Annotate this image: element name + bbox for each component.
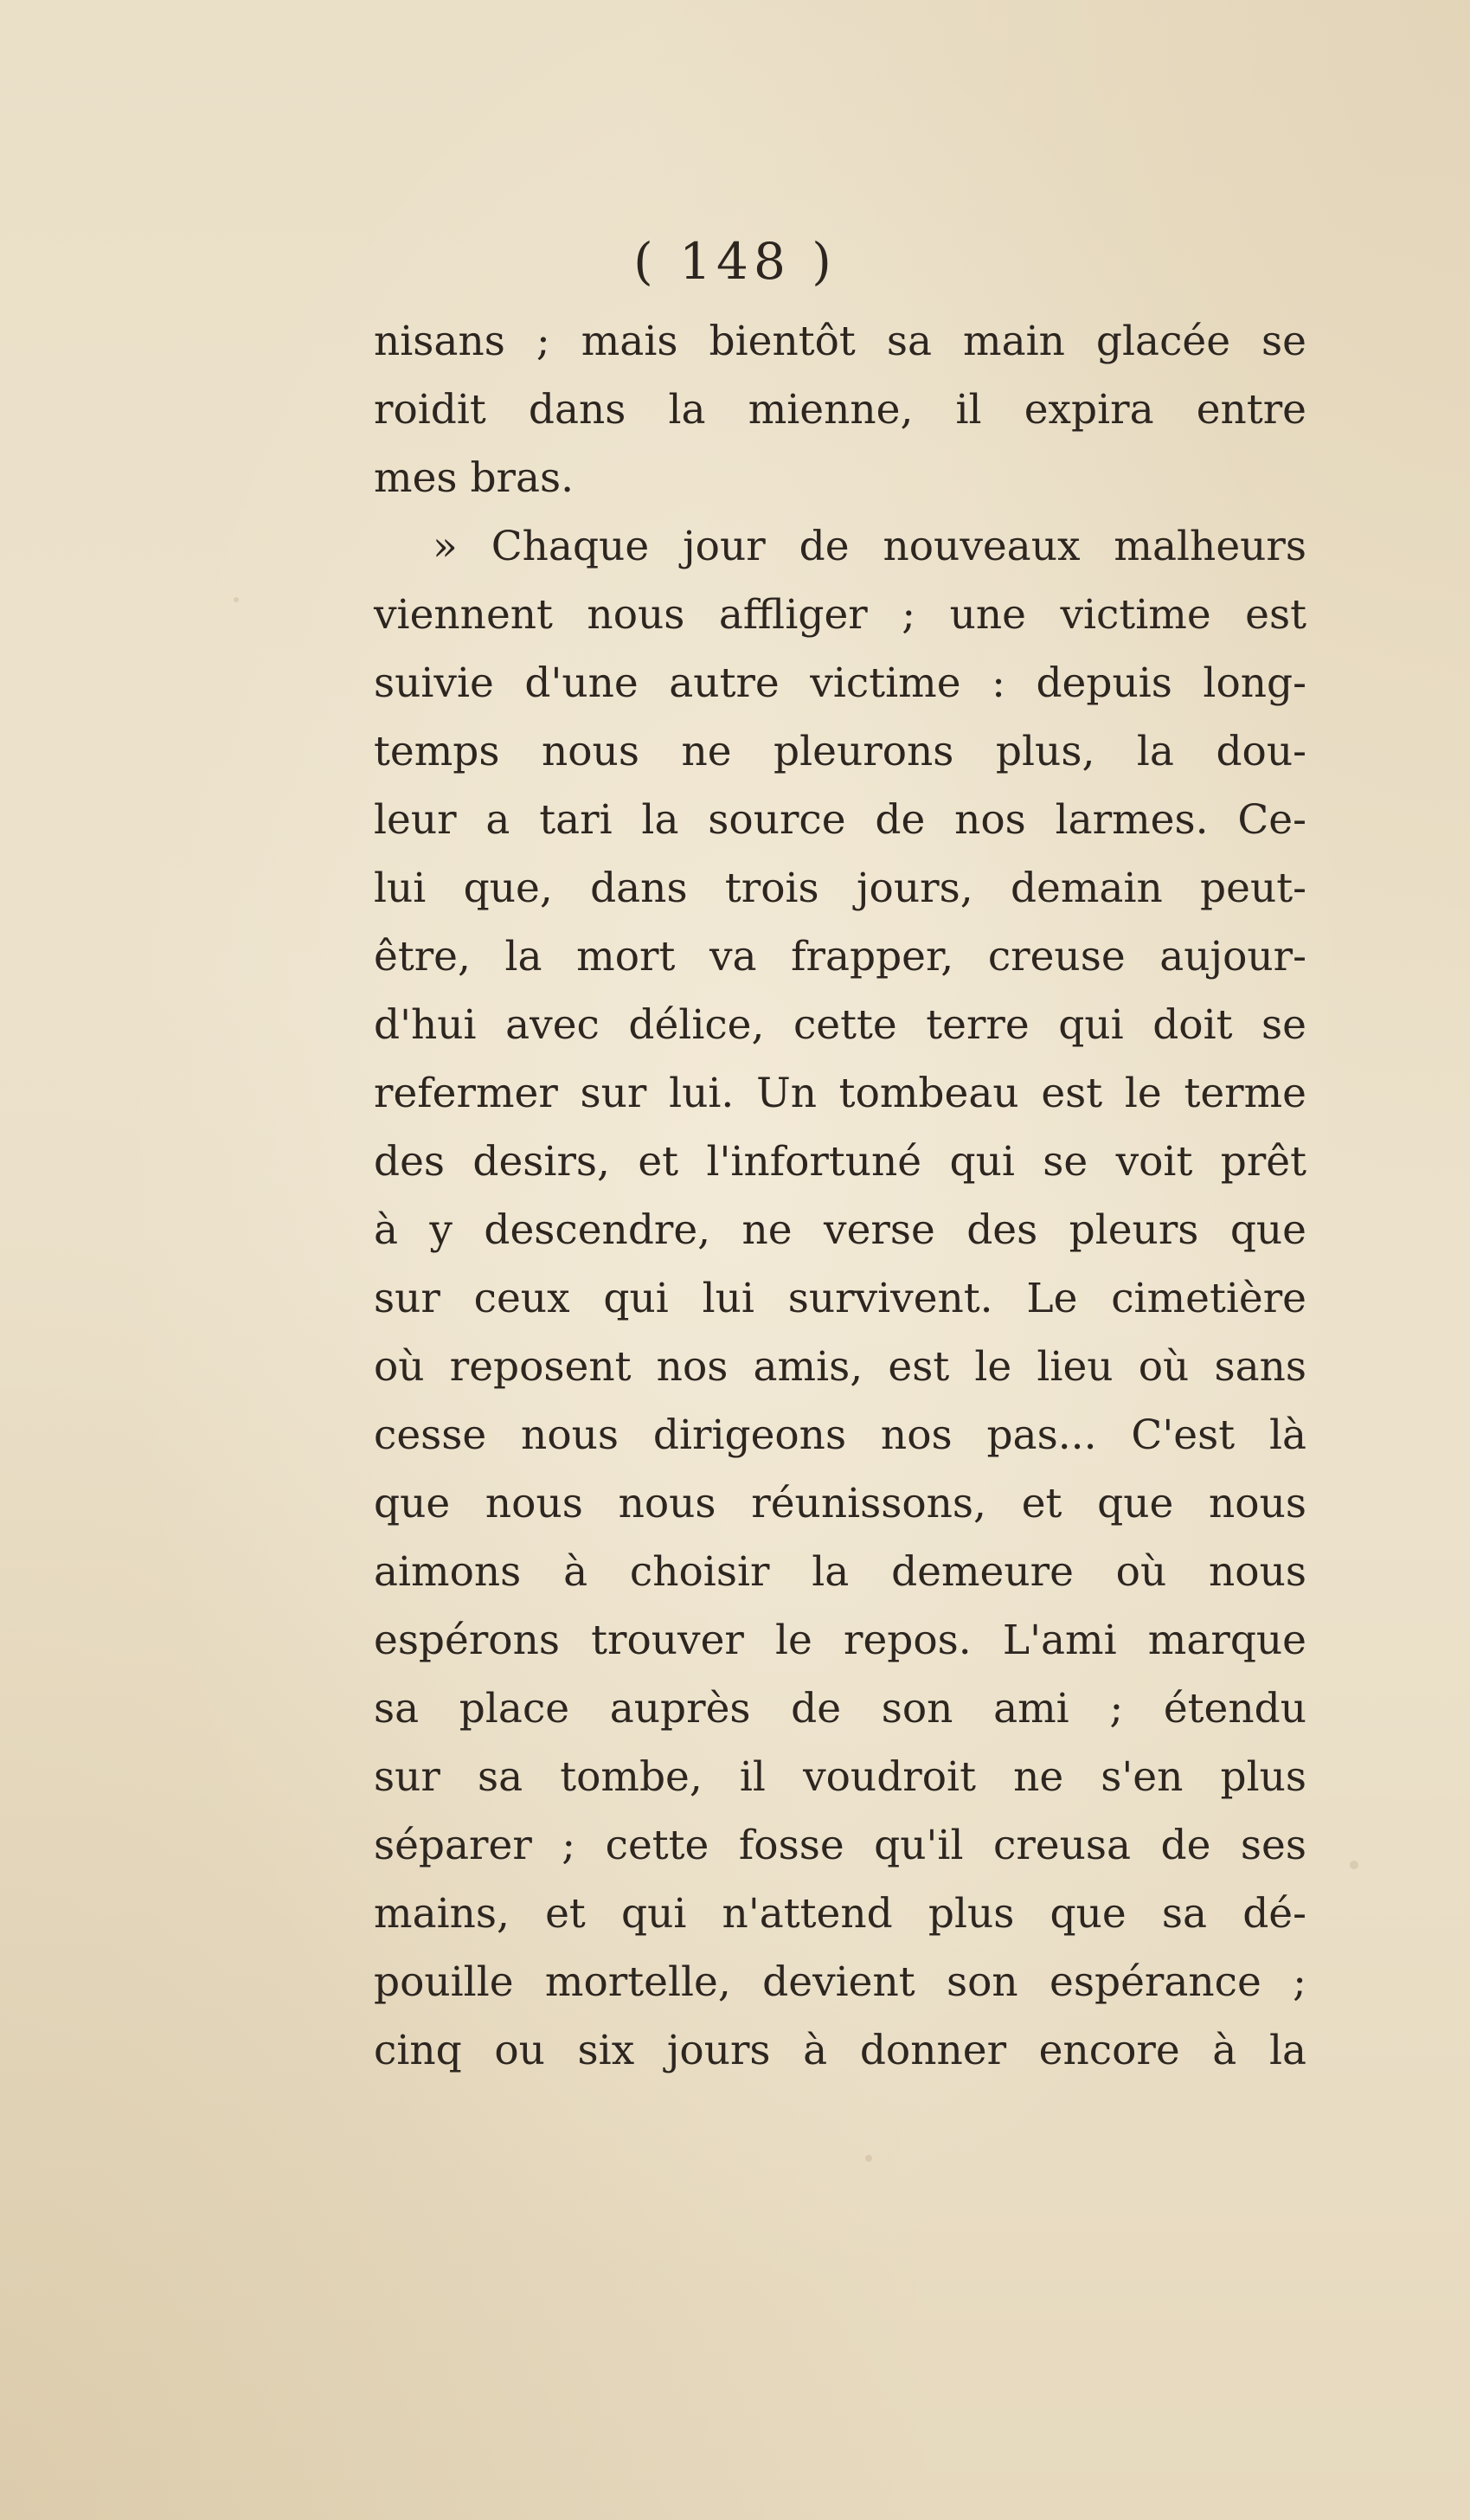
text-line: aimons à choisir la demeure où nous [374,1548,1306,1596]
text-line: mains, et qui n'attend plus que sa dé- [374,1890,1306,1938]
text-line: à y descendre, ne verse des pleurs que [374,1206,1306,1254]
text-line: où reposent nos amis, est le lieu où sans [374,1343,1306,1391]
text-line: mes bras. [374,454,575,502]
text-line: temps nous ne pleurons plus, la dou- [374,728,1306,775]
text-line: être, la mort va frapper, creuse aujour- [374,933,1306,980]
paragraph-start-line: » Chaque jour de nouveaux malheurs [433,523,1306,570]
text-line: espérons trouver le repos. L'ami marque [374,1617,1306,1664]
text-line: viennent nous affliger ; une victime est [374,591,1306,639]
text-line: cesse nous dirigeons nos pas... C'est là [374,1411,1306,1459]
text-line: que nous nous réunissons, et que nous [374,1480,1306,1527]
text-line: suivie d'une autre victime : depuis long- [374,659,1306,707]
text-line: cinq ou six jours à donner encore à la [374,2027,1306,2074]
paper-stain [1350,1861,1358,1869]
text-line: des desirs, et l'infortuné qui se voit prêt [374,1138,1306,1186]
text-line: sur sa tombe, il voudroit ne s'en plus [374,1753,1306,1801]
text-line: d'hui avec délice, cette terre qui doit se [374,1001,1306,1049]
text-line: leur a tari la source de nos larmes. Ce- [374,796,1306,844]
body-text [374,307,1306,2085]
text-line: lui que, dans trois jours, demain peut- [374,865,1306,912]
paper-stain [234,597,239,602]
text-line: sa place auprès de son ami ; étendu [374,1685,1306,1732]
text-line: refermer sur lui. Un tombeau est le terme [374,1070,1306,1117]
text-line: sur ceux qui lui survivent. Le cimetière [374,1275,1306,1322]
text-line: nisans ; mais bientôt sa main glacée se [374,318,1306,365]
text-line: pouille mortelle, devient son espérance ; [374,1958,1306,2006]
text-line: séparer ; cette fosse qu'il creusa de ses [374,1822,1306,1869]
text-line: roidit dans la mienne, il expira entre [374,386,1306,434]
paper-stain [865,2155,872,2162]
page-number: ( 148 ) [633,232,837,291]
